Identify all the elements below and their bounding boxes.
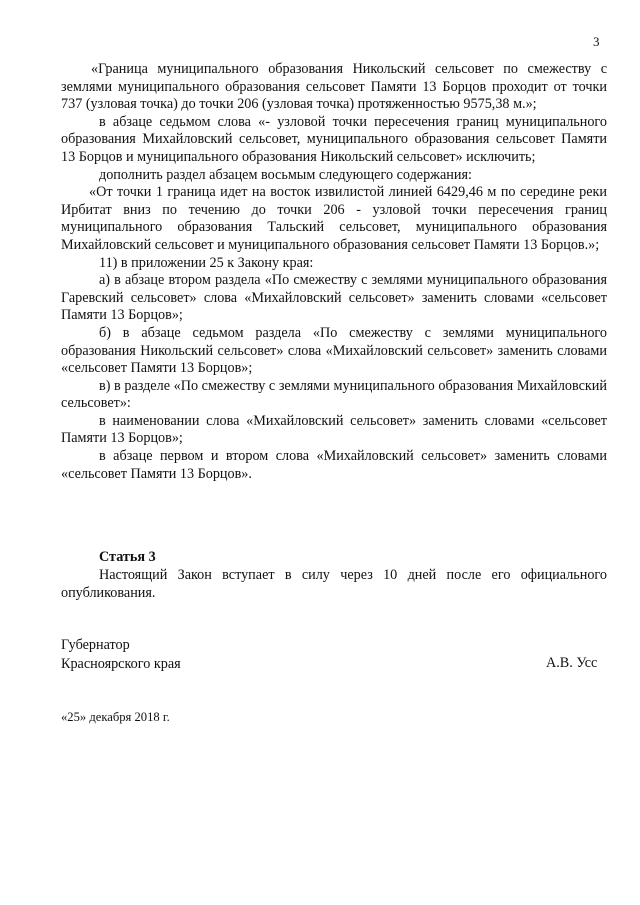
- signature-title: [61, 636, 181, 674]
- article-heading: Статья 3: [99, 549, 156, 565]
- page-number: 3: [593, 34, 600, 49]
- paragraph-item-a: а) в абзаце втором раздела «По смежеству с землями муниципального образования Гаревский сельсовет» слова «Михайловский сельсовет» заменить словами «сельсовет Памяти 13 Борцов»;: [61, 272, 607, 324]
- paragraph-first-second: в абзаце первом и втором слова «Михайловский сельсовет» заменить словами «сельсовет Памяти 13 Борцов».: [61, 448, 607, 482]
- paragraph-boundary-point-1: «От точки 1 граница идет на восток извилистой линией 6429,46 м по середине реки Ирбитат вниз по течению до точки 206 - узловой точки пересечения границ муниципального образования Тальский сельсовет, муниципального образования Михайловский сельсовет и муниципального образования сельсовет Памяти 13 Борцов.»;: [61, 184, 607, 253]
- document-date: «25» декабря 2018 г.: [61, 710, 170, 724]
- paragraph-naming: в наименовании слова «Михайловский сельсовет» заменить словами «сельсовет Памяти 13 Борцов»;: [61, 412, 607, 447]
- signature-title-line-2: Красноярского края: [61, 656, 181, 672]
- paragraph-add-eighth: дополнить раздел абзацем восьмым следующего содержания:: [99, 166, 472, 183]
- paragraph-seventh-clause: в абзаце седьмом слова «- узловой точки пересечения границ муниципального образования Михайловский сельсовет, муниципального образования сельсовет Памяти 13 Борцов и муниципального образования Никольский сельсовет» исключить;: [61, 113, 607, 165]
- paragraph-boundary-nikolsky: «Граница муниципального образования Никольский сельсовет по смежеству с землями муниципального образования сельсовет Памяти 13 Борцов проходит от точки 737 (узловая точка) до точки 206 (узловая точка) протяженностью 9575,38 м.»;: [61, 61, 607, 113]
- paragraph-item-11: 11) в приложении 25 к Закону края:: [99, 254, 314, 271]
- body-text: [61, 61, 607, 483]
- signature-title-line-1: Губернатор: [61, 637, 130, 653]
- article-text: Настоящий Закон вступает в силу через 10 дней после его официального опубликования.: [61, 567, 607, 601]
- signature-name: А.В. Усс: [546, 655, 598, 671]
- paragraph-item-b: б) в абзаце седьмом раздела «По смежеству с землями муниципального образования Никольский сельсовет» слова «Михайловский сельсовет» заменить словами «сельсовет Памяти 13 Борцов»;: [61, 324, 607, 377]
- paragraph-item-v: в) в разделе «По смежеству с землями муниципального образования Михайловский сельсовет»:: [61, 377, 607, 412]
